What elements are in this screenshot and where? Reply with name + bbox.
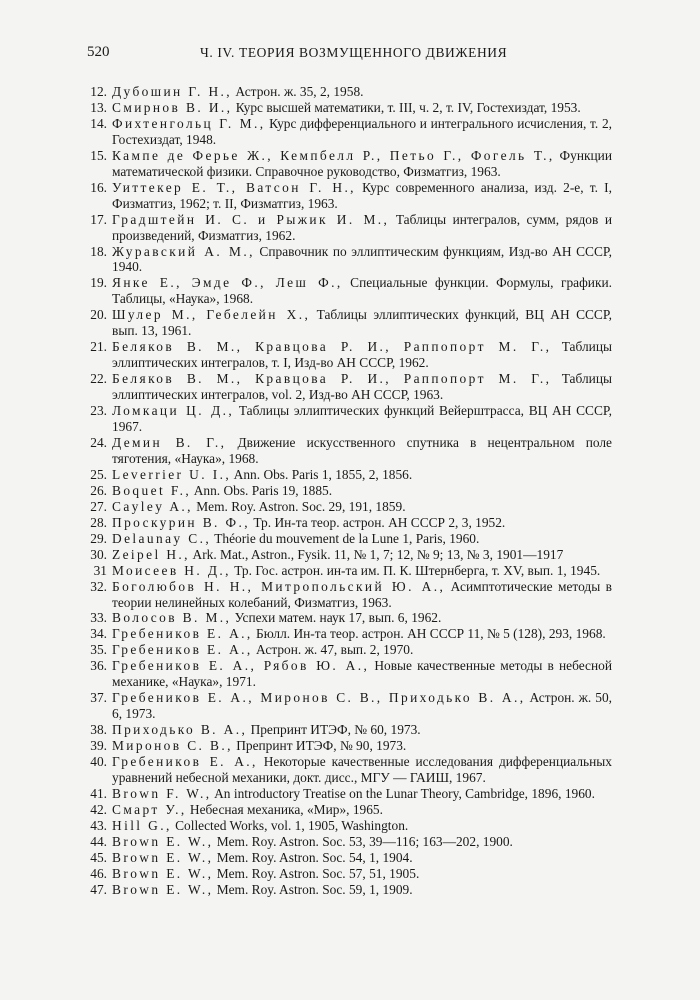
reference-number: 24. [90, 434, 107, 450]
reference-authors: Ломкаци Ц. Д., [112, 403, 235, 419]
reference-number: 42. [90, 801, 107, 817]
reference-item [87, 690, 612, 722]
reference-item [87, 722, 612, 738]
reference-text: Таблицы интегралов, сумм, рядов и произведений, Физматгиз, 1962. [112, 211, 613, 243]
reference-text: Некоторые качественные исследования дифференциальных уравнений небесной механики, докт. дисс., МГУ — ГАИШ, 1967. [112, 754, 612, 785]
reference-text: Ark. Mat., Astron., Fysik. 11, № 1, 7; 12, № 9; 13, № 3, 1901—1917 [189, 546, 564, 562]
reference-text: Курс дифференциального и интегрального исчисления, т. 2, Гостехиздат, 1948. [112, 115, 612, 147]
reference-authors: Приходько В. А., [112, 722, 248, 738]
reference-item [87, 116, 612, 148]
reference-number: 20. [90, 307, 107, 323]
reference-number: 28. [90, 514, 107, 530]
reference-authors: Boquet F., [112, 482, 192, 498]
reference-authors: Brown E. W., [112, 849, 214, 865]
reference-text: Mem. Roy. Astron. Soc. 54, 1, 1904. [213, 849, 413, 865]
reference-number: 16. [90, 179, 107, 195]
reference-number: 38. [90, 722, 107, 738]
reference-number: 39. [90, 738, 107, 754]
reference-text: Таблицы эллиптических функций, ВЦ АН СССР, вып. 13, 1961. [112, 307, 612, 339]
reference-number: 34. [90, 626, 107, 642]
reference-text: Mem. Roy. Astron. Soc. 53, 39—116; 163—202, 1900. [213, 833, 513, 849]
reference-text: Ann. Obs. Paris 1, 1855, 2, 1856. [231, 466, 413, 482]
reference-number: 21. [90, 339, 107, 355]
reference-text: Théorie du mouvement de la Lune 1, Paris, 1960. [211, 530, 480, 546]
reference-number: 25. [90, 466, 107, 482]
reference-number: 44. [90, 833, 107, 849]
reference-number: 29. [90, 530, 107, 546]
reference-authors: Гребеников Е. А., [112, 754, 258, 770]
running-title: Ч. IV. ТЕОРИЯ ВОЗМУЩЕННОГО ДВИЖЕНИЯ [200, 45, 508, 60]
reference-item [87, 850, 612, 866]
reference-authors: Гребеников Е. А., [112, 642, 253, 658]
reference-number: 15. [90, 147, 107, 163]
reference-text: Астрон. ж. 35, 2, 1958. [232, 84, 364, 99]
reference-authors: Brown E. W., [112, 865, 214, 881]
reference-number: 40. [90, 754, 107, 770]
reference-item [87, 754, 612, 786]
reference-authors: Brown E. W., [112, 881, 214, 897]
reference-item [87, 642, 612, 658]
reference-item [87, 467, 612, 483]
reference-authors: Leverrier U. I., [112, 466, 232, 482]
reference-item [87, 866, 612, 882]
reference-number: 43. [90, 817, 107, 833]
reference-text: Тр. Ин-та теор. астрон. АН СССР 2, 3, 1952. [250, 514, 506, 530]
reference-authors: Волосов В. М., [112, 610, 232, 626]
reference-text: Препринт ИТЭФ, № 90, 1973. [232, 738, 407, 754]
reference-number: 30. [90, 546, 107, 562]
reference-authors: Миронов С. В., [112, 738, 233, 754]
reference-item [87, 563, 612, 579]
reference-number: 17. [90, 211, 107, 227]
reference-item [87, 515, 612, 531]
reference-number: 23. [90, 403, 107, 419]
reference-authors: Демин В. Г., [112, 434, 227, 450]
reference-authors: Шулер М., Гебелейн Х., [112, 307, 311, 323]
reference-number: 14. [90, 115, 107, 131]
reference-text: Астрон. ж. 47, вып. 2, 1970. [252, 642, 414, 658]
reference-number: 33. [90, 610, 107, 626]
reference-text: Collected Works, vol. 1, 1905, Washington. [171, 817, 409, 833]
reference-text: An introductory Treatise on the Lunar Theory, Cambridge, 1896, 1960. [211, 785, 595, 801]
reference-text: Mem. Roy. Astron. Soc. 59, 1, 1909. [213, 881, 413, 897]
reference-number: 32. [90, 578, 107, 594]
reference-text: Таблицы эллиптических интегралов, т. I, Изд-во АН СССР, 1962. [112, 339, 612, 371]
reference-authors: Zeipel H., [112, 546, 190, 562]
page-header [87, 44, 630, 68]
reference-item [87, 483, 612, 499]
reference-authors: Гребеников Е. А., [112, 626, 253, 642]
reference-authors: Дубошин Г. Н., [112, 84, 233, 99]
reference-item [87, 882, 612, 898]
reference-item [87, 307, 612, 339]
reference-number: 37. [90, 690, 107, 706]
reference-number: 31 [93, 562, 107, 578]
reference-number: 27. [90, 498, 107, 514]
reference-number: 19. [90, 275, 107, 291]
reference-item [87, 818, 612, 834]
reference-authors: Смирнов В. И., [112, 99, 233, 115]
reference-item [87, 579, 612, 611]
reference-number: 18. [90, 243, 107, 259]
reference-authors: Delaunay C., [112, 530, 212, 546]
reference-number: 26. [90, 482, 107, 498]
reference-text: Асимптотические методы в теории нелинейных колебаний, Физматгиз, 1963. [112, 578, 612, 610]
reference-text: Специальные функции. Формулы, графики. Таблицы, «Наука», 1968. [112, 275, 612, 307]
reference-authors: Беляков В. М., Кравцова Р. И., Раппопорт М. Г., [112, 371, 552, 387]
reference-text: Новые качественные методы в небесной механике, «Наука», 1971. [112, 658, 613, 690]
reference-item [87, 786, 612, 802]
reference-number: 46. [90, 865, 107, 881]
reference-item [87, 547, 612, 563]
reference-item [87, 531, 612, 547]
reference-authors: Brown E. W., [112, 833, 214, 849]
reference-item [87, 180, 612, 212]
reference-number: 13. [90, 99, 107, 115]
reference-item [87, 738, 612, 754]
reference-number: 22. [90, 371, 107, 387]
reference-number: 35. [90, 642, 107, 658]
reference-authors: Фихтенгольц Г. М., [112, 115, 266, 131]
reference-text: Ann. Obs. Paris 19, 1885. [191, 482, 333, 498]
reference-authors: Янке Е., Эмде Ф., Леш Ф., [112, 275, 343, 291]
reference-item [87, 499, 612, 515]
reference-text: Функции математической физики. Справочное руководство, Физматгиз, 1963. [112, 147, 612, 179]
reference-authors: Боголюбов Н. Н., Митропольский Ю. А., [112, 578, 446, 594]
reference-text: Таблицы эллиптических интегралов, vol. 2, Изд-во АН СССР, 1963. [112, 371, 612, 403]
reference-authors: Гребеников Е. А., Миронов С. В., Приходько В. А., [112, 690, 526, 706]
reference-text: Успехи матем. наук 17, вып. 6, 1962. [231, 610, 442, 626]
reference-text: Курс современного анализа, изд. 2-е, т. I, Физматгиз, 1962; т. II, Физматгиз, 1963. [112, 179, 612, 211]
reference-number: 12. [90, 84, 107, 99]
reference-list [87, 84, 612, 898]
reference-item [87, 371, 612, 403]
reference-text: Mem. Roy. Astron. Soc. 57, 51, 1905. [213, 865, 420, 881]
reference-number: 47. [90, 881, 107, 897]
reference-text: Препринт ИТЭФ, № 60, 1973. [247, 722, 421, 738]
reference-authors: Cayley A., [112, 498, 193, 514]
reference-text: Mem. Roy. Astron. Soc. 29, 191, 1859. [192, 498, 406, 514]
reference-text: Бюлл. Ин-та теор. астрон. АН СССР 11, № 5 (128), 293, 1968. [252, 626, 606, 642]
reference-text: Астрон. ж. 50, 6, 1973. [112, 690, 612, 722]
reference-authors: Проскурин В. Ф., [112, 514, 251, 530]
reference-item [87, 435, 612, 467]
reference-number: 36. [90, 658, 107, 674]
reference-text: Тр. Гос. астрон. ин-та им. П. К. Штернберга, т. XV, вып. 1, 1945. [230, 562, 601, 578]
reference-item [87, 100, 612, 116]
reference-authors: Градштейн И. С. и Рыжик И. М., [112, 211, 390, 227]
reference-text: Движение искусственного спутника в нецентральном поле тяготения, «Наука», 1968. [112, 434, 613, 466]
reference-text: Курс высшей математики, т. III, ч. 2, т. IV, Гостехиздат, 1953. [232, 99, 581, 115]
reference-authors: Журавский А. М., [112, 243, 255, 259]
reference-authors: Моисеев Н. Д., [112, 562, 231, 578]
reference-item [87, 403, 612, 435]
reference-text: Справочник по эллиптическим функциям, Изд-во АН СССР, 1940. [112, 243, 612, 275]
reference-item [87, 339, 612, 371]
reference-number: 45. [90, 849, 107, 865]
reference-item [87, 626, 612, 642]
reference-text: Небесная механика, «Мир», 1965. [186, 801, 383, 817]
reference-item [87, 148, 612, 180]
reference-number: 41. [90, 785, 107, 801]
reference-authors: Гребеников Е. А., Рябов Ю. А., [112, 658, 370, 674]
reference-item [87, 658, 612, 690]
reference-authors: Уиттекер Е. Т., Ватсон Г. Н., [112, 179, 356, 195]
reference-item [87, 84, 612, 100]
reference-authors: Смарт У., [112, 801, 187, 817]
reference-item [87, 834, 612, 850]
reference-authors: Brown F. W., [112, 785, 212, 801]
reference-authors: Кампе де Ферье Ж., Кемпбелл Р., Петьо Г., Фогель Т., [112, 147, 555, 163]
reference-text: Таблицы эллиптических функций Вейерштрасса, ВЦ АН СССР, 1967. [112, 403, 612, 435]
reference-item [87, 244, 612, 276]
reference-item [87, 802, 612, 818]
reference-authors: Hill G., [112, 817, 172, 833]
page-number: 520 [87, 44, 110, 60]
reference-item [87, 275, 612, 307]
reference-item [87, 610, 612, 626]
reference-item [87, 212, 612, 244]
reference-authors: Беляков В. М., Кравцова Р. И., Раппопорт М. Г., [112, 339, 552, 355]
